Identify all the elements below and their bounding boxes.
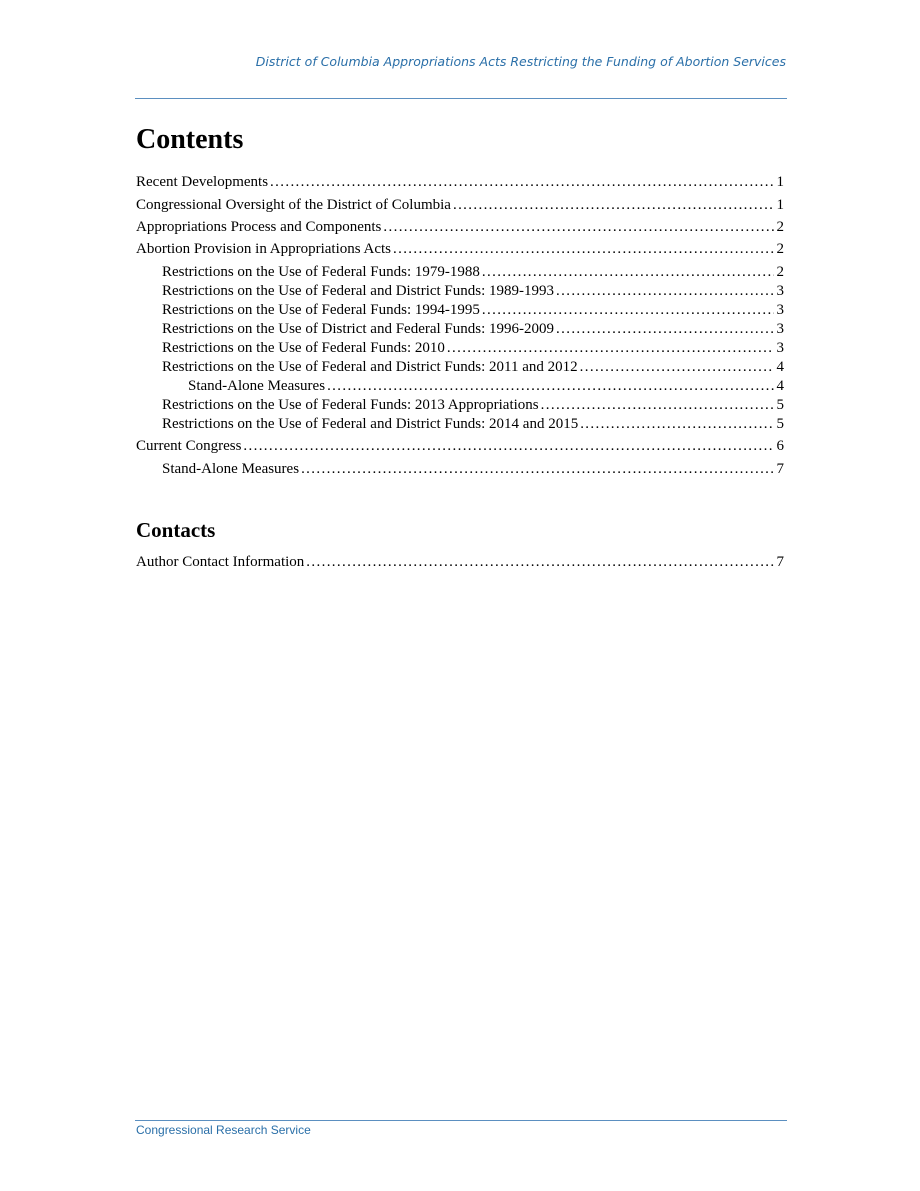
- toc-entry-label: Congressional Oversight of the District of Columbia: [136, 197, 451, 213]
- toc-page-number: 6: [776, 438, 784, 454]
- toc-entry-current-stand-alone-measures[interactable]: [162, 461, 784, 479]
- header-rule: [135, 98, 787, 99]
- toc-entry-label: Restrictions on the Use of Federal and District Funds: 2014 and 2015: [162, 416, 579, 432]
- toc-leader-dots: [301, 461, 773, 478]
- toc-page-number: 4: [776, 378, 784, 394]
- toc-entry-label: Appropriations Process and Components: [136, 219, 382, 235]
- toc-page-number: 1: [776, 174, 784, 190]
- footer-rule: [135, 1120, 787, 1121]
- toc-entry-label: Stand-Alone Measures: [188, 378, 326, 394]
- toc-page-number: 3: [776, 283, 784, 299]
- toc-entry-federal-funds-1979-1988[interactable]: [162, 264, 784, 282]
- toc-entry-label: Restrictions on the Use of District and Federal Funds: 1996-2009: [162, 321, 555, 337]
- toc-entry-label: Current Congress: [136, 438, 242, 454]
- toc-entry-label: Restrictions on the Use of Federal Funds: 2013 Appropriations: [162, 397, 539, 413]
- running-header: District of Columbia Appropriations Acts Restricting the Funding of Abortion Services: [255, 54, 786, 69]
- contacts-heading: Contacts: [136, 518, 216, 542]
- toc-entry-appropriations-process[interactable]: [136, 219, 784, 237]
- toc-leader-dots: [327, 378, 773, 395]
- toc-entry-label: Abortion Provision in Appropriations Acts: [136, 241, 391, 257]
- toc-page-number: 7: [776, 461, 784, 477]
- toc-entry-federal-funds-1994-1995[interactable]: [162, 302, 784, 320]
- toc-leader-dots: [482, 302, 774, 319]
- toc-entry-abortion-provision[interactable]: [136, 241, 784, 259]
- toc-entry-federal-funds-2010[interactable]: [162, 340, 784, 358]
- toc-leader-dots: [556, 283, 773, 300]
- footer-text: Congressional Research Service: [136, 1123, 311, 1137]
- contents-heading: Contents: [136, 124, 244, 155]
- toc-leader-dots: [447, 340, 774, 357]
- toc-entry-label: Restrictions on the Use of Federal Funds: 1979-1988: [162, 264, 480, 280]
- toc-entry-label: Stand-Alone Measures: [162, 461, 300, 477]
- toc-entry-label: Restrictions on the Use of Federal and District Funds: 2011 and 2012: [162, 359, 578, 375]
- toc-entry-federal-district-funds-1989-1993[interactable]: [162, 283, 784, 301]
- toc-entry-author-contact[interactable]: [136, 554, 784, 572]
- toc-leader-dots: [482, 264, 774, 281]
- toc-entry-label: Author Contact Information: [136, 554, 305, 570]
- toc-entry-recent-developments[interactable]: [136, 174, 784, 192]
- toc-entry-stand-alone-measures[interactable]: [188, 378, 784, 396]
- toc-leader-dots: [306, 554, 773, 571]
- toc-entry-label: Restrictions on the Use of Federal Funds: 2010: [162, 340, 445, 356]
- toc-entry-label: Restrictions on the Use of Federal Funds: 1994-1995: [162, 302, 480, 318]
- toc-leader-dots: [393, 241, 774, 258]
- toc-leader-dots: [556, 321, 773, 338]
- toc-page-number: 2: [776, 264, 784, 280]
- toc-page-number: 3: [776, 302, 784, 318]
- toc-leader-dots: [580, 359, 774, 376]
- toc-page-number: 7: [776, 554, 784, 570]
- toc-page-number: 2: [776, 241, 784, 257]
- toc-leader-dots: [270, 174, 773, 191]
- toc-leader-dots: [541, 397, 774, 414]
- toc-leader-dots: [580, 416, 773, 433]
- toc-leader-dots: [453, 197, 774, 214]
- toc-entry-federal-district-funds-2014-2015[interactable]: [162, 416, 784, 434]
- toc-entry-label: Recent Developments: [136, 174, 269, 190]
- toc-page-number: 5: [776, 416, 784, 432]
- toc-entry-federal-funds-2013[interactable]: [162, 397, 784, 415]
- toc-entry-congressional-oversight[interactable]: [136, 197, 784, 215]
- toc-entry-current-congress[interactable]: [136, 438, 784, 456]
- toc-page-number: 1: [776, 197, 784, 213]
- toc-entry-district-federal-funds-1996-2009[interactable]: [162, 321, 784, 339]
- toc-page-number: 5: [776, 397, 784, 413]
- toc-leader-dots: [383, 219, 773, 236]
- toc-page-number: 2: [776, 219, 784, 235]
- toc-entry-federal-district-funds-2011-2012[interactable]: [162, 359, 784, 377]
- toc-leader-dots: [243, 438, 773, 455]
- toc-page-number: 4: [776, 359, 784, 375]
- toc-page-number: 3: [776, 340, 784, 356]
- toc-entry-label: Restrictions on the Use of Federal and District Funds: 1989-1993: [162, 283, 555, 299]
- toc-page-number: 3: [776, 321, 784, 337]
